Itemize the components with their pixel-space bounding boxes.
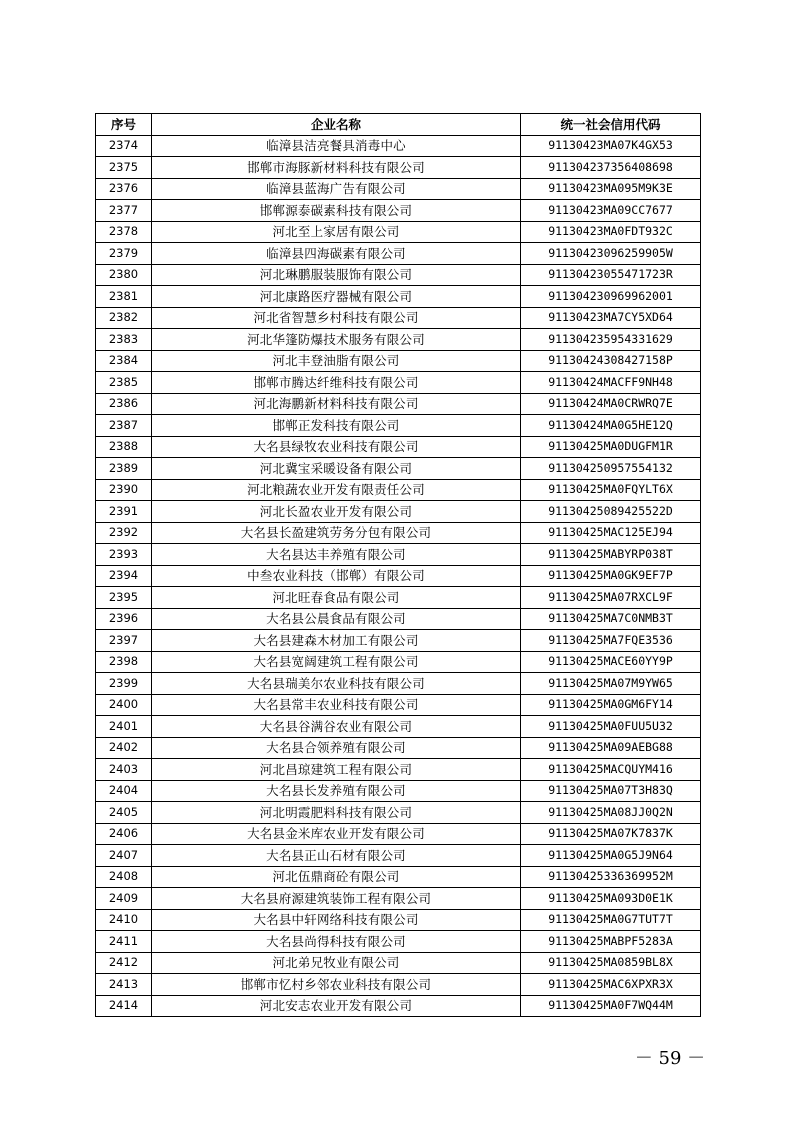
credit-code: 91130425MA0G7TUT7T — [521, 909, 701, 931]
row-index: 2413 — [96, 974, 152, 996]
table-row — [96, 974, 701, 996]
row-index: 2398 — [96, 651, 152, 673]
company-name: 大名县达丰养殖有限公司 — [152, 544, 521, 566]
table-row — [96, 329, 701, 351]
table-row — [96, 823, 701, 845]
credit-code: 91130425MAC125EJ94 — [521, 522, 701, 544]
row-index: 2377 — [96, 200, 152, 222]
row-index: 2402 — [96, 737, 152, 759]
row-index: 2395 — [96, 587, 152, 609]
table-row — [96, 221, 701, 243]
row-index: 2379 — [96, 243, 152, 265]
row-index: 2407 — [96, 845, 152, 867]
credit-code: 91130425MACE60YY9P — [521, 651, 701, 673]
credit-code: 91130425MABPF5283A — [521, 931, 701, 953]
row-index: 2387 — [96, 415, 152, 437]
row-index: 2380 — [96, 264, 152, 286]
credit-code: 91130425MA093D0E1K — [521, 888, 701, 910]
row-index: 2404 — [96, 780, 152, 802]
credit-code: 91130423MA07K4GX53 — [521, 135, 701, 157]
table-row — [96, 286, 701, 308]
company-name: 河北弟兄牧业有限公司 — [152, 952, 521, 974]
credit-code: 91130425MA0FQYLT6X — [521, 479, 701, 501]
row-index: 2399 — [96, 673, 152, 695]
row-index: 2400 — [96, 694, 152, 716]
table-row — [96, 608, 701, 630]
table-row — [96, 393, 701, 415]
row-index: 2382 — [96, 307, 152, 329]
company-name: 河北海鹏新材料科技有限公司 — [152, 393, 521, 415]
company-name: 大名县常丰农业科技有限公司 — [152, 694, 521, 716]
company-name: 邯郸源泰碳素科技有限公司 — [152, 200, 521, 222]
table-row — [96, 157, 701, 179]
company-name: 大名县中轩网络科技有限公司 — [152, 909, 521, 931]
company-name: 大名县公晨食品有限公司 — [152, 608, 521, 630]
table-body — [96, 135, 701, 1017]
row-index: 2376 — [96, 178, 152, 200]
company-name: 大名县府源建筑装饰工程有限公司 — [152, 888, 521, 910]
company-name: 大名县尚得科技有限公司 — [152, 931, 521, 953]
credit-code: 91130425MA09AEBG88 — [521, 737, 701, 759]
row-index: 2390 — [96, 479, 152, 501]
row-index: 2406 — [96, 823, 152, 845]
company-name: 河北丰登油脂有限公司 — [152, 350, 521, 372]
table-row — [96, 178, 701, 200]
table-row — [96, 630, 701, 652]
row-index: 2391 — [96, 501, 152, 523]
credit-code: 91130424308427158P — [521, 350, 701, 372]
table-row — [96, 694, 701, 716]
company-name: 邯郸市腾达纤维科技有限公司 — [152, 372, 521, 394]
company-name: 河北昌琼建筑工程有限公司 — [152, 759, 521, 781]
credit-code: 91130423MA095M9K3E — [521, 178, 701, 200]
row-index: 2414 — [96, 995, 152, 1017]
company-name: 临漳县蓝海广告有限公司 — [152, 178, 521, 200]
credit-code: 91130425MA07T3H83Q — [521, 780, 701, 802]
row-index: 2383 — [96, 329, 152, 351]
company-name: 河北琳鹏服装服饰有限公司 — [152, 264, 521, 286]
credit-code: 91130423MA09CC7677 — [521, 200, 701, 222]
credit-code: 91130425089425522D — [521, 501, 701, 523]
company-name: 河北明霞肥料科技有限公司 — [152, 802, 521, 824]
table-row — [96, 565, 701, 587]
table-row — [96, 243, 701, 265]
credit-code: 91130425MA07M9YW65 — [521, 673, 701, 695]
table-row — [96, 135, 701, 157]
table-row — [96, 372, 701, 394]
table-row — [96, 350, 701, 372]
row-index: 2412 — [96, 952, 152, 974]
row-index: 2411 — [96, 931, 152, 953]
credit-code: 91130425MA0F7WQ44M — [521, 995, 701, 1017]
row-index: 2388 — [96, 436, 152, 458]
row-index: 2410 — [96, 909, 152, 931]
table-row — [96, 458, 701, 480]
credit-code: 91130425MA0FUU5U32 — [521, 716, 701, 738]
table-row — [96, 995, 701, 1017]
company-name: 大名县长发养殖有限公司 — [152, 780, 521, 802]
table-row — [96, 436, 701, 458]
company-name: 河北旺春食品有限公司 — [152, 587, 521, 609]
credit-code: 91130424MACFF9NH48 — [521, 372, 701, 394]
credit-code: 91130423096259905W — [521, 243, 701, 265]
table-row — [96, 479, 701, 501]
credit-code: 91130423MA7CY5XD64 — [521, 307, 701, 329]
row-index: 2397 — [96, 630, 152, 652]
company-name: 河北伍鼎商砼有限公司 — [152, 866, 521, 888]
table-row — [96, 307, 701, 329]
credit-code: 91130423MA0FDT932C — [521, 221, 701, 243]
credit-code: 911304250957554132 — [521, 458, 701, 480]
row-index: 2403 — [96, 759, 152, 781]
table-row — [96, 522, 701, 544]
table-row — [96, 888, 701, 910]
credit-code: 91130425MA0G5J9N64 — [521, 845, 701, 867]
header-index: 序号 — [96, 114, 152, 136]
row-index: 2384 — [96, 350, 152, 372]
company-name: 大名县谷满谷农业有限公司 — [152, 716, 521, 738]
company-name: 河北至上家居有限公司 — [152, 221, 521, 243]
company-name: 河北长盈农业开发有限公司 — [152, 501, 521, 523]
table-row — [96, 716, 701, 738]
row-index: 2401 — [96, 716, 152, 738]
credit-code: 911304235954331629 — [521, 329, 701, 351]
row-index: 2405 — [96, 802, 152, 824]
credit-code: 91130423055471723R — [521, 264, 701, 286]
credit-code: 91130425MA08JJ0Q2N — [521, 802, 701, 824]
table-row — [96, 845, 701, 867]
row-index: 2394 — [96, 565, 152, 587]
row-index: 2385 — [96, 372, 152, 394]
company-name: 临漳县洁亮餐具消毒中心 — [152, 135, 521, 157]
table-row — [96, 544, 701, 566]
credit-code: 91130425MA07K7837K — [521, 823, 701, 845]
company-name: 大名县金米库农业开发有限公司 — [152, 823, 521, 845]
company-name: 河北粮蔬农业开发有限责任公司 — [152, 479, 521, 501]
table-row — [96, 415, 701, 437]
enterprise-table — [95, 113, 701, 1017]
company-name: 河北康路医疗器械有限公司 — [152, 286, 521, 308]
page-number: － 59 － — [634, 1048, 706, 1069]
row-index: 2375 — [96, 157, 152, 179]
company-name: 大名县宽阔建筑工程有限公司 — [152, 651, 521, 673]
credit-code: 91130425MA0GM6FY14 — [521, 694, 701, 716]
credit-code: 91130425MA7FQE3536 — [521, 630, 701, 652]
credit-code: 91130425336369952M — [521, 866, 701, 888]
table-row — [96, 802, 701, 824]
credit-code: 91130424MA0G5HE12Q — [521, 415, 701, 437]
credit-code: 91130425MABYRP038T — [521, 544, 701, 566]
credit-code: 91130425MA7C0NMB3T — [521, 608, 701, 630]
company-name: 河北安志农业开发有限公司 — [152, 995, 521, 1017]
company-name: 临漳县四海碳素有限公司 — [152, 243, 521, 265]
credit-code: 91130423735640869​8 — [521, 157, 701, 179]
row-index: 2378 — [96, 221, 152, 243]
header-credit-code: 统一社会信用代码 — [521, 114, 701, 136]
row-index: 2409 — [96, 888, 152, 910]
table-row — [96, 200, 701, 222]
table-row — [96, 264, 701, 286]
company-name: 大名县瑞美尔农业科技有限公司 — [152, 673, 521, 695]
table-row — [96, 866, 701, 888]
table-row — [96, 673, 701, 695]
table-row — [96, 587, 701, 609]
row-index: 2386 — [96, 393, 152, 415]
row-index: 2389 — [96, 458, 152, 480]
company-name: 河北冀宝采暖设备有限公司 — [152, 458, 521, 480]
table-row — [96, 909, 701, 931]
table-row — [96, 931, 701, 953]
company-name: 大名县建森木材加工有限公司 — [152, 630, 521, 652]
company-name: 河北华篷防爆技术服务有限公司 — [152, 329, 521, 351]
row-index: 2408 — [96, 866, 152, 888]
table-header-row — [96, 114, 701, 136]
company-name: 邯郸市忆村乡邻农业科技有限公司 — [152, 974, 521, 996]
credit-code: 91130425MAC6XPXR3X — [521, 974, 701, 996]
company-name: 邯郸正发科技有限公司 — [152, 415, 521, 437]
row-index: 2374 — [96, 135, 152, 157]
company-name: 河北省智慧乡村科技有限公司 — [152, 307, 521, 329]
credit-code: 91130425MA0DUGFM1R — [521, 436, 701, 458]
credit-code: 911304230969962001 — [521, 286, 701, 308]
table-row — [96, 501, 701, 523]
row-index: 2393 — [96, 544, 152, 566]
company-name: 大名县长盈建筑劳务分包有限公司 — [152, 522, 521, 544]
company-name: 大名县绿牧农业科技有限公司 — [152, 436, 521, 458]
table-row — [96, 651, 701, 673]
credit-code: 91130425MA0859BL8X — [521, 952, 701, 974]
table-row — [96, 759, 701, 781]
credit-code: 91130425MA07RXCL9F — [521, 587, 701, 609]
company-name: 大名县合领养殖有限公司 — [152, 737, 521, 759]
row-index: 2381 — [96, 286, 152, 308]
header-company-name: 企业名称 — [152, 114, 521, 136]
company-name: 中叁农业科技（邯郸）有限公司 — [152, 565, 521, 587]
company-name: 邯郸市海豚新材料科技有限公司 — [152, 157, 521, 179]
table-row — [96, 952, 701, 974]
credit-code: 91130425MACQUYM416 — [521, 759, 701, 781]
table-row — [96, 737, 701, 759]
table-row — [96, 780, 701, 802]
row-index: 2392 — [96, 522, 152, 544]
company-name: 大名县正山石材有限公司 — [152, 845, 521, 867]
row-index: 2396 — [96, 608, 152, 630]
credit-code: 91130424MA0CRWRQ7E — [521, 393, 701, 415]
credit-code: 91130425MA0GK9EF7P — [521, 565, 701, 587]
